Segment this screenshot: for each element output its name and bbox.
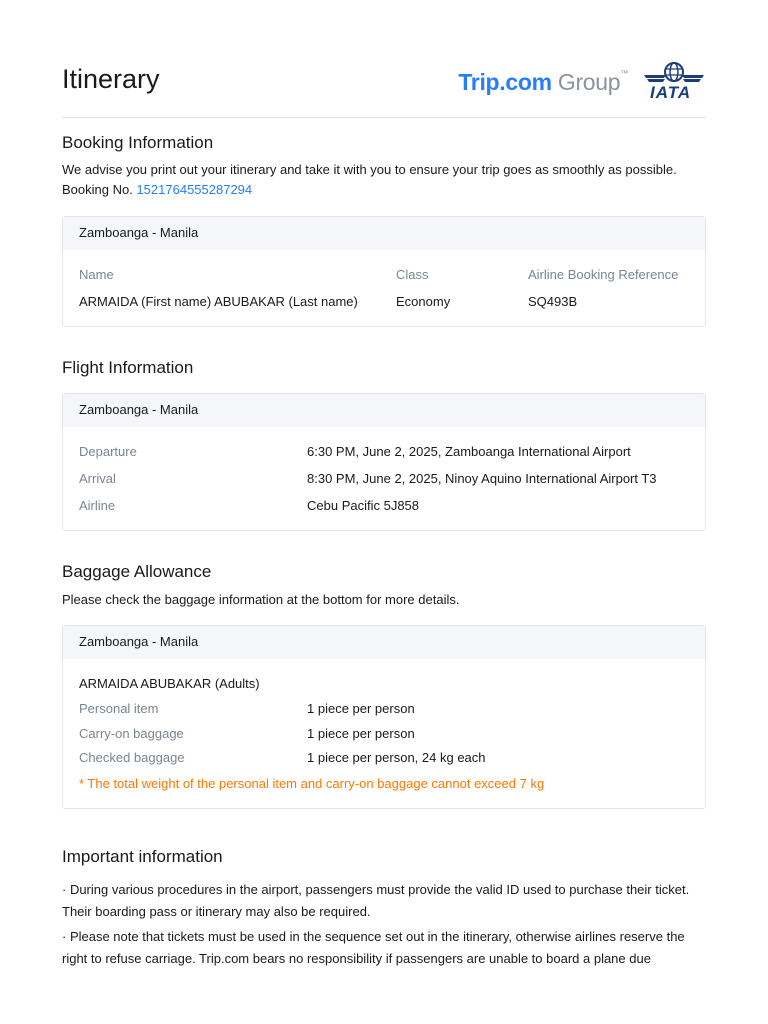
col-class-header: Class [396, 267, 429, 282]
baggage-card-route: Zamboanga - Manila [63, 626, 705, 659]
airline-value: Cebu Pacific 5J858 [307, 498, 420, 513]
personal-item-value: 1 piece per person [307, 701, 415, 716]
logos [458, 60, 706, 104]
booking-card-route: Zamboanga - Manila [63, 217, 705, 250]
iata-logo [642, 61, 706, 103]
departure-value: 6:30 PM, June 2, 2025, Zamboanga International Airport [307, 444, 631, 459]
flight-heading: Flight Information [62, 358, 194, 377]
logo-tm: ™ [620, 68, 628, 78]
checked-baggage-label: Checked baggage [79, 750, 185, 765]
booking-card [62, 216, 706, 327]
page-title: Itinerary [62, 64, 160, 94]
col-reference-header: Airline Booking Reference [528, 267, 679, 282]
arrival-label: Arrival [79, 471, 116, 486]
baggage-note: Please check the baggage information at the bottom for more details. [62, 592, 460, 607]
airline-booking-reference: SQ493B [528, 294, 578, 309]
page-header [62, 60, 706, 118]
important-heading: Important information [62, 847, 223, 866]
baggage-weight-warning: * The total weight of the personal item and carry-on baggage cannot exceed 7 kg [79, 776, 545, 791]
carry-on-value: 1 piece per person [307, 726, 415, 741]
important-item: · Please note that tickets must be used in the sequence set out in the itinerary, otherwise airlines reserve the right to refuse carriage. Trip.com bears no responsibility if passengers are unable to board a plane due [62, 929, 685, 966]
logo-trip-main: Trip.com [458, 68, 552, 95]
arrival-value: 8:30 PM, June 2, 2025, Ninoy Aquino International Airport T3 [307, 471, 657, 486]
travel-class: Economy [396, 294, 451, 309]
booking-no-label: Booking No. [62, 182, 133, 197]
booking-advice-text: We advise you print out your itinerary and take it with you to ensure your trip goes as smoothly as possible. [62, 162, 677, 177]
booking-heading: Booking Information [62, 133, 214, 152]
passenger-name: ARMAIDA (First name) ABUBAKAR (Last name) [79, 294, 358, 309]
flight-card [62, 393, 706, 531]
carry-on-label: Carry-on baggage [79, 726, 184, 741]
baggage-heading: Baggage Allowance [62, 562, 212, 581]
personal-item-label: Personal item [79, 701, 159, 716]
departure-label: Departure [79, 444, 137, 459]
baggage-card [62, 625, 706, 809]
logo-iata-text: IATA [650, 83, 692, 102]
col-name-header: Name [79, 267, 114, 282]
logo-trip-group: Group [557, 68, 621, 95]
checked-baggage-value: 1 piece per person, 24 kg each [307, 750, 486, 765]
airline-label: Airline [79, 498, 116, 513]
baggage-passenger: ARMAIDA ABUBAKAR (Adults) [79, 676, 260, 691]
booking-number-link[interactable]: 1521764555287294 [136, 182, 253, 197]
tripcom-group-logo [458, 69, 628, 96]
important-item: · During various procedures in the airport, passengers must provide the valid ID used to purchase their ticket. Their boarding pass or itinerary may also be required. [62, 882, 690, 919]
booking-advice [62, 160, 712, 200]
flight-card-route: Zamboanga - Manila [63, 394, 705, 427]
